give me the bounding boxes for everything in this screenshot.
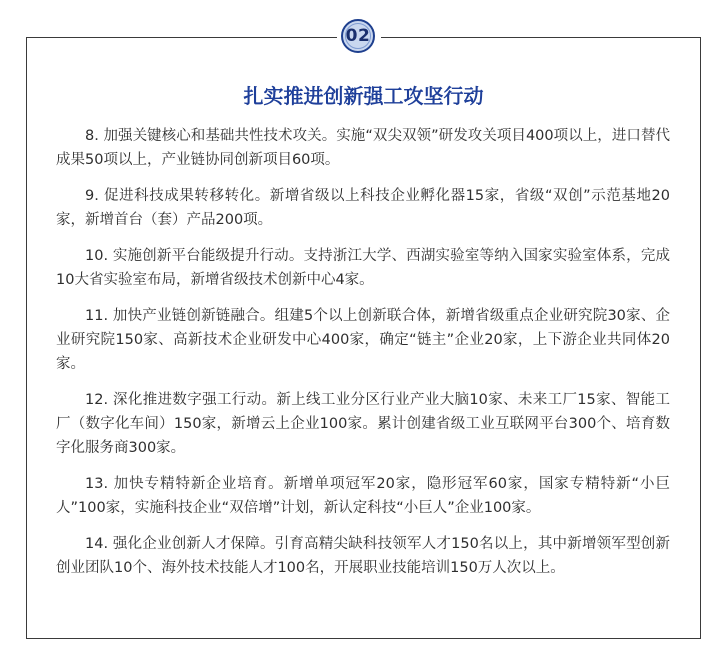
paragraph-item-9: 9. 促进科技成果转移转化。新增省级以上科技企业孵化器15家，省级“双创”示范基地20家，新增首台（套）产品200项。 (56, 188, 670, 228)
paragraph-item-13: 13. 加快专精特新企业培育。新增单项冠军20家，隐形冠军60家，国家专精特新“小巨人”100家，实施科技企业“双倍增”计划，新认定科技“小巨人”企业100家。 (56, 476, 670, 516)
paragraph-item-12: 12. 深化推进数字强工行动。新上线工业分区行业产业大脑10家、未来工厂15家、智能工厂（数字化车间）150家，新增云上企业100家。累计创建省级工业互联网平台300个、培育数字化服务商300家。 (56, 392, 670, 456)
section-title: 扎实推进创新强工攻坚行动 (243, 84, 484, 108)
section-number-badge: 02 (341, 19, 375, 53)
paragraph-item-11: 11. 加快产业链创新链融合。组建5个以上创新联合体，新增省级重点企业研究院30家、企业研究院150家、高新技术企业研发中心400家，确定“链主”企业20家，上下游企业共同体20家。 (56, 308, 670, 372)
paragraph-item-14: 14. 强化企业创新人才保障。引育高精尖缺科技领军人才150名以上，其中新增领军型创新创业团队10个、海外技术技能人才100名，开展职业技能培训150万人次以上。 (56, 536, 670, 576)
paragraph-item-8: 8. 加强关键核心和基础共性技术攻关。实施“双尖双领”研发攻关项目400项以上，进口替代成果50项以上，产业链协同创新项目60项。 (56, 128, 670, 168)
paragraph-item-10: 10. 实施创新平台能级提升行动。支持浙江大学、西湖实验室等纳入国家实验室体系，完成10大省实验室布局，新增省级技术创新中心4家。 (56, 248, 670, 288)
body-text (56, 124, 670, 592)
section-badge-container (337, 18, 381, 54)
